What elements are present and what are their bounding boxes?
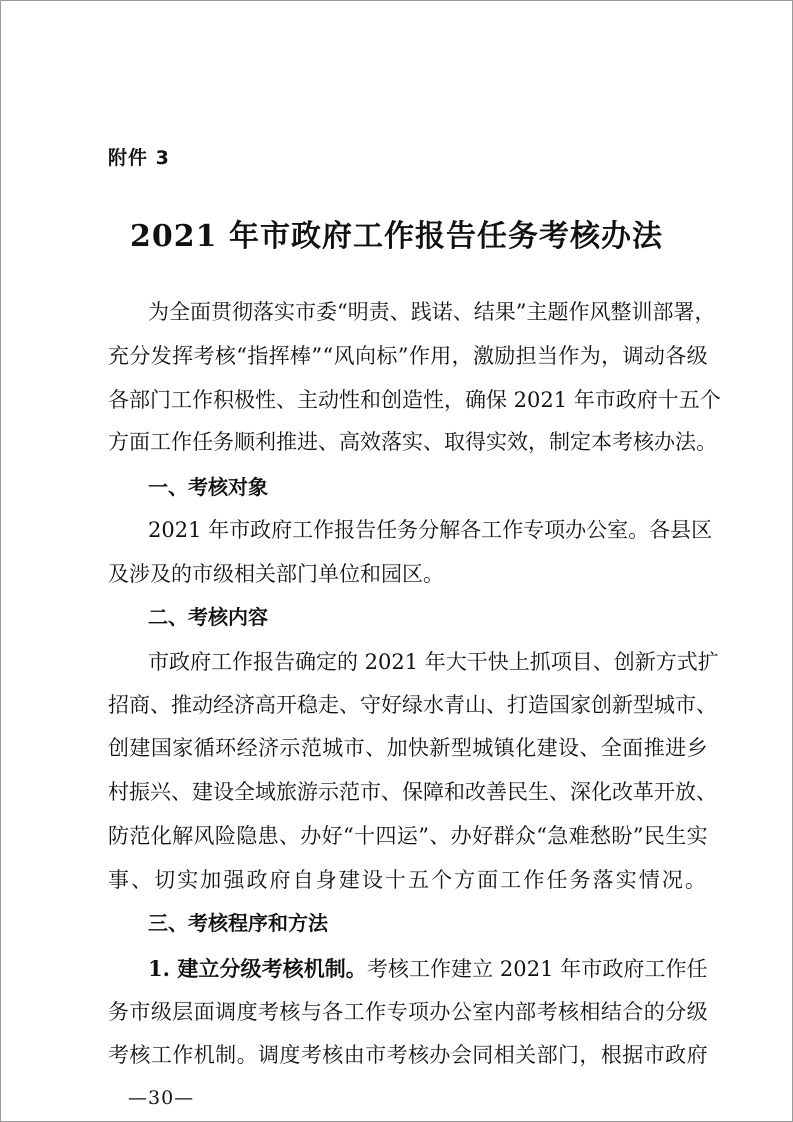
- section-heading-2: 二、考核内容: [148, 605, 268, 629]
- section2-line-1: 市政府工作报告确定的 2021 年大干快上抓项目、创新方式扩: [148, 650, 719, 674]
- page-title: 2021 年市政府工作报告任务考核办法: [130, 219, 663, 254]
- attachment-label: 附件 3: [108, 147, 170, 169]
- page-number: —30—: [128, 1087, 195, 1109]
- section-heading-1: 一、考核对象: [148, 475, 268, 499]
- intro-line-1: 为全面贯彻落实市委“明责、践诺、结果”主题作风整训部署，: [148, 300, 716, 324]
- section1-line-2: 及涉及的市级相关部门单位和园区。: [108, 562, 444, 586]
- section2-line-3: 创建国家循环经济示范城市、加快新型城镇化建设、全面推进乡: [108, 736, 708, 760]
- section2-line-6: 事、切实加强政府自身建设十五个方面工作任务落实情况。: [108, 868, 708, 892]
- intro-line-3: 各部门工作积极性、主动性和创造性，确保 2021 年市政府十五个: [108, 388, 721, 412]
- section-heading-3: 三、考核程序和方法: [148, 911, 328, 935]
- intro-line-4: 方面工作任务顺利推进、高效落实、取得实效，制定本考核办法。: [108, 430, 717, 454]
- section2-line-2: 招商、推动经济高开稳走、守好绿水青山、打造国家创新型城市、: [108, 693, 717, 717]
- section2-line-4: 村振兴、建设全域旅游示范市、保障和改善民生、深化改革开放、: [108, 780, 717, 804]
- section3-line-3: 考核工作机制。调度考核由市考核办会同相关部门，根据市政府: [108, 1043, 708, 1067]
- section3-line-1: [148, 958, 708, 980]
- intro-line-2: 充分发挥考核“指挥棒”“风向标”作用，激励担当作为，调动各级: [108, 344, 708, 368]
- section3-lead: 1. 建立分级考核机制。: [148, 956, 367, 981]
- section3-line-2: 务市级层面调度考核与各工作专项办公室内部考核相结合的分级: [108, 1000, 708, 1024]
- section1-line-1: 2021 年市政府工作报告任务分解各工作专项办公室。各县区: [148, 518, 713, 542]
- section3-line-1-text: 考核工作建立 2021 年市政府工作任: [366, 957, 708, 981]
- section2-line-5: 防范化解风险隐患、办好“十四运”、办好群众“急难愁盼”民生实: [108, 824, 708, 848]
